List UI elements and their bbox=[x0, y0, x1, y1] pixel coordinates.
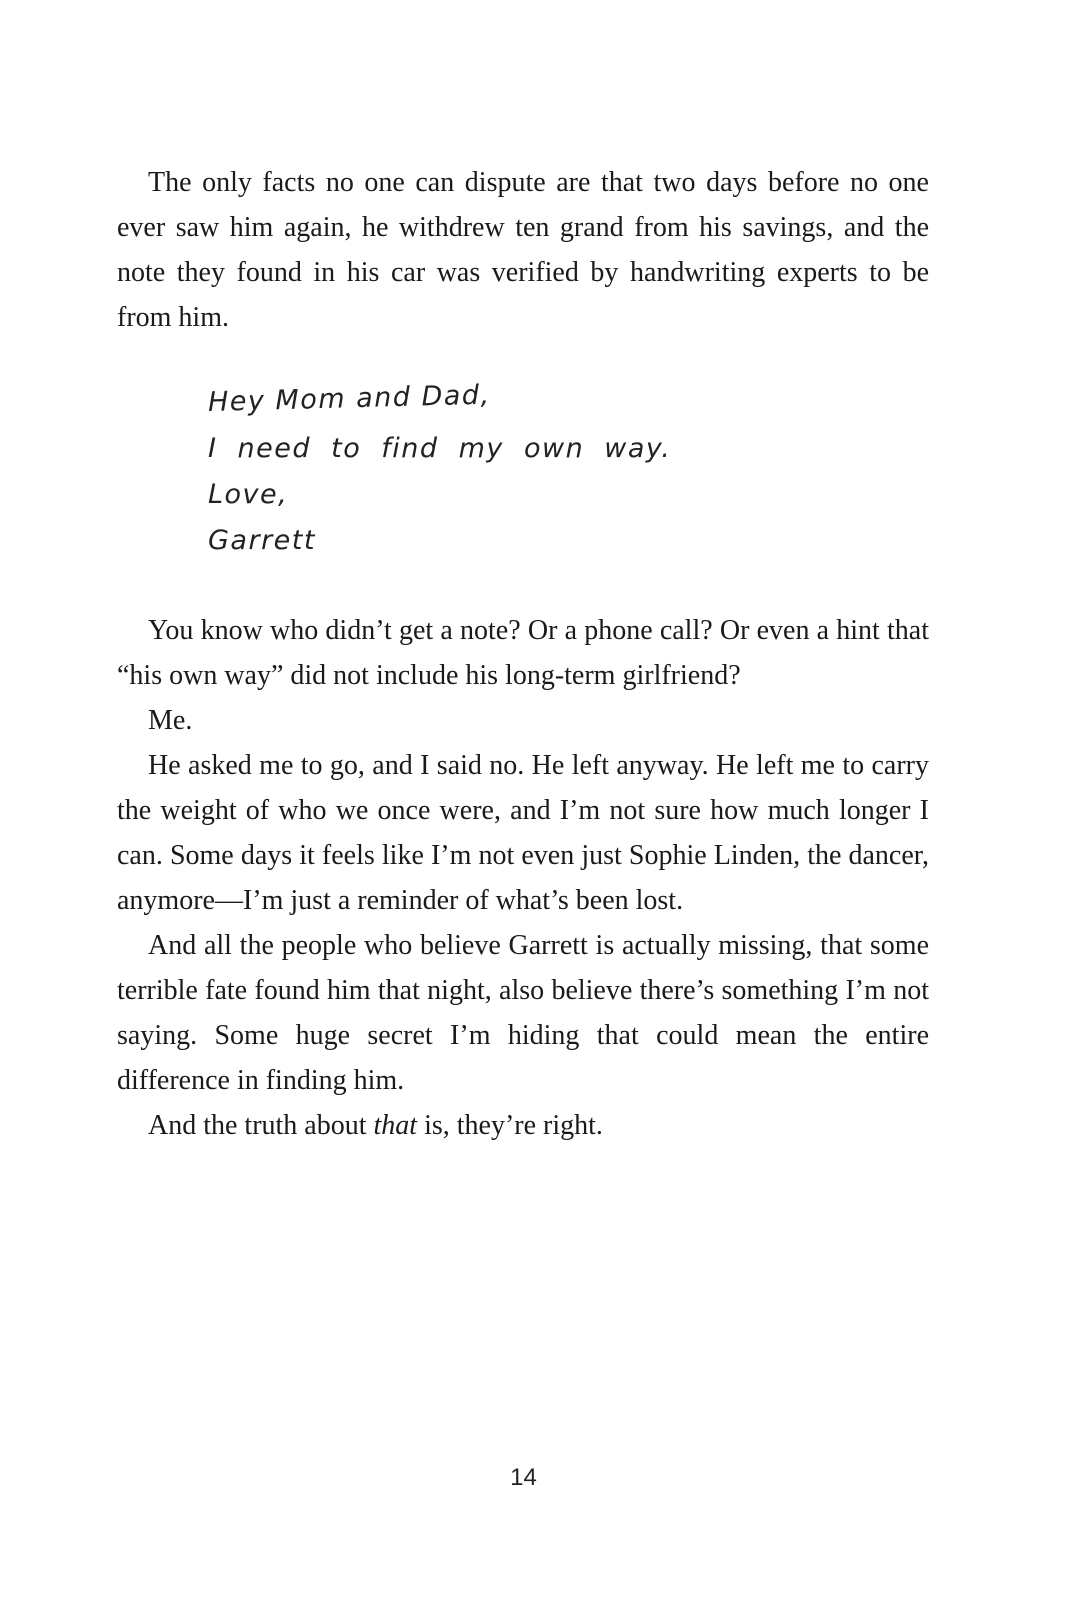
handwritten-note bbox=[208, 380, 671, 564]
note-signature: Garrett bbox=[208, 525, 316, 556]
paragraph: The only facts no one can dispute are that two days before no one ever saw him again, he withdrew ten grand from his savings, and the note they found in his car was verified by handwriting experts to be from him. bbox=[117, 167, 929, 333]
page-number: 14 bbox=[510, 1464, 537, 1491]
paragraph: He asked me to go, and I said no. He left anyway. He left me to carry the weight of who we once were, and I’m not sure how much longer I can. Some days it feels like I’m not even just Sophie Linden, the dancer, anymore—I’m just a reminder of what’s been lost. bbox=[117, 750, 929, 916]
emphasized-word: that bbox=[373, 1110, 418, 1141]
body-paragraph-block bbox=[117, 608, 929, 1148]
paragraph: Me. bbox=[148, 705, 193, 736]
note-message: I need to find my own way. bbox=[208, 433, 672, 464]
note-closing: Love, bbox=[208, 479, 289, 510]
note-greeting: Hey Mom and Dad, bbox=[207, 379, 491, 418]
paragraph-text: And the truth about bbox=[148, 1110, 374, 1141]
opening-paragraph-block bbox=[117, 160, 929, 340]
paragraph: You know who didn’t get a note? Or a phone call? Or even a hint that “his own way” did not include his long-term girlfriend? bbox=[117, 615, 929, 691]
paragraph-text: is, they’re right. bbox=[417, 1110, 603, 1141]
paragraph: And all the people who believe Garrett is actually missing, that some terrible fate found him that night, also believe there’s something I’m not saying. Some huge secret I’m hiding that could mean the entire difference in finding him. bbox=[117, 930, 929, 1096]
paragraph bbox=[117, 1103, 929, 1148]
